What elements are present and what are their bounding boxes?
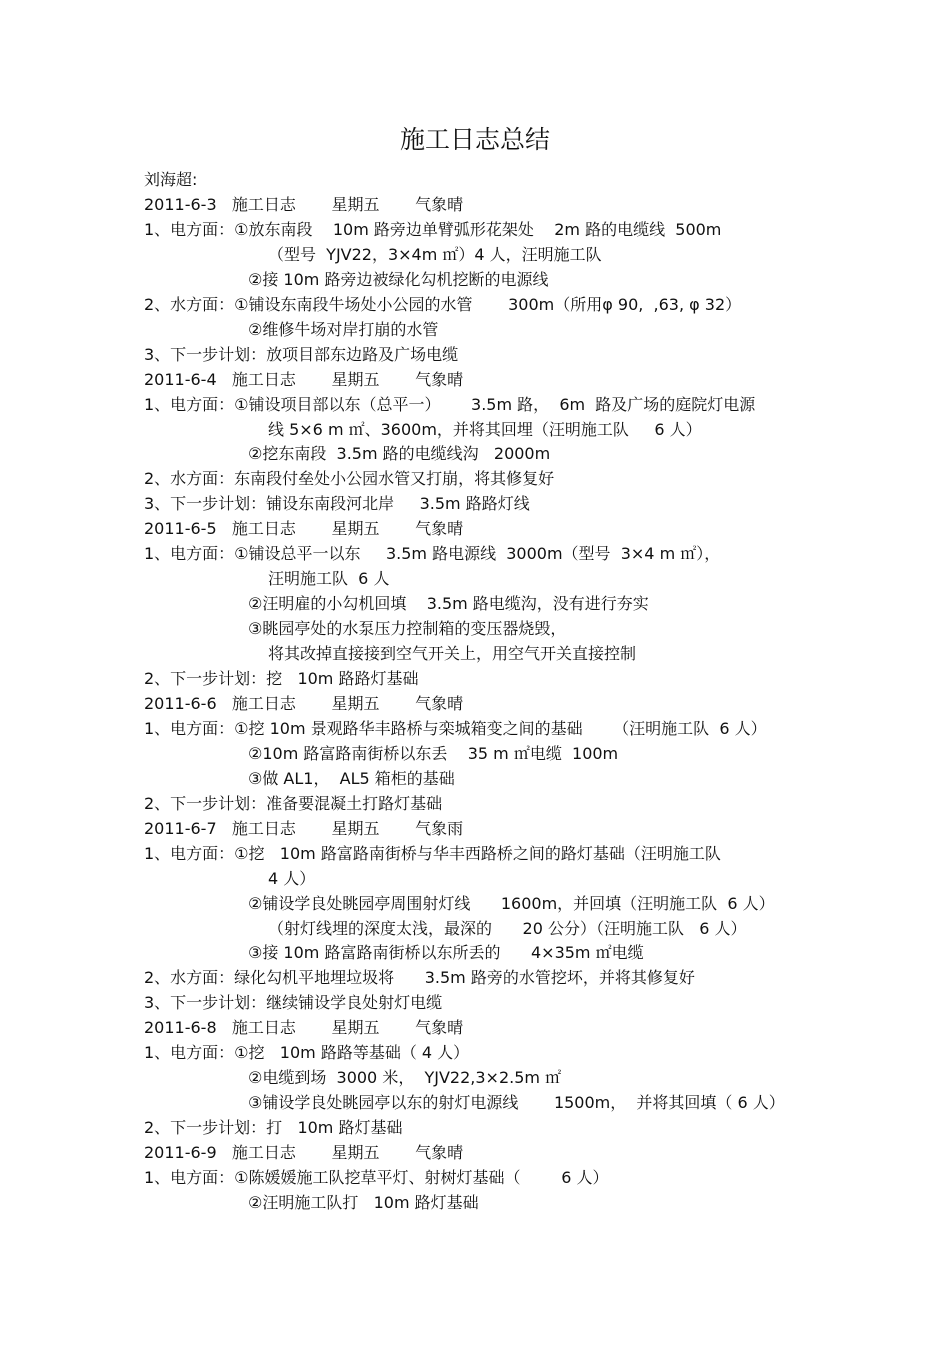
log-line: 2011-6-7 施工日志 星期五 气象雨 xyxy=(144,819,464,838)
log-line: ②挖东南段 3.5m 路的电缆线沟 2000m xyxy=(248,444,551,463)
log-line: ②维修牛场对岸打崩的水管 xyxy=(248,320,439,339)
log-line: ②铺设学良处眺园亭周围射灯线 1600m，并回填（汪明施工队 6 人） xyxy=(248,894,775,913)
log-line: 2011-6-9 施工日志 星期五 气象晴 xyxy=(144,1143,464,1162)
log-line: 1、电方面：①铺设总平一以东 3.5m 路电源线 3000m（型号 3×4 m ㎡）， xyxy=(144,544,721,563)
log-line: 1、电方面：①铺设项目部以东（总平一） 3.5m 路， 6m 路及广场的庭院灯电源 xyxy=(144,395,756,414)
log-line: ②10m 路富路南街桥以东丢 35 m ㎡电缆 100m xyxy=(248,744,619,763)
log-line: 1、电方面：①陈媛媛施工队挖草平灯、射树灯基础（ 6 人） xyxy=(144,1168,609,1187)
log-line: 2、水方面：绿化勾机平地埋垃圾将 3.5m 路旁的水管挖坏，并将其修复好 xyxy=(144,968,695,987)
log-line: 2011-6-8 施工日志 星期五 气象晴 xyxy=(144,1018,464,1037)
log-line: 4 人） xyxy=(268,869,316,888)
log-line: ②接 10m 路旁边被绿化勾机挖断的电源线 xyxy=(248,270,549,289)
log-line: ③铺设学良处眺园亭以东的射灯电源线 1500m， 并将其回填（ 6 人） xyxy=(248,1093,785,1112)
log-line: 汪明施工队 6 人 xyxy=(268,569,390,588)
log-line: 1、电方面：①挖 10m 路路等基础（ 4 人） xyxy=(144,1043,470,1062)
log-line: 2011-6-3 施工日志 星期五 气象晴 xyxy=(144,195,464,214)
log-line: 2、下一步计划：打 10m 路灯基础 xyxy=(144,1118,403,1137)
log-line: ③做 AL1， AL5 箱柜的基础 xyxy=(248,769,455,788)
log-line: ②汪明施工队打 10m 路灯基础 xyxy=(248,1193,479,1212)
log-line: 2、下一步计划：挖 10m 路路灯基础 xyxy=(144,669,419,688)
log-line: ③眺园亭处的水泵压力控制箱的变压器烧毁， xyxy=(248,619,567,638)
log-line: 线 5×6 m ㎡、3600m，并将其回埋（汪明施工队 6 人） xyxy=(268,420,702,439)
log-line: 3、下一步计划：放项目部东边路及广场电缆 xyxy=(144,345,459,364)
log-line: ②汪明雇的小勾机回填 3.5m 路电缆沟，没有进行夯实 xyxy=(248,594,649,613)
log-line: 刘海超: xyxy=(144,170,198,189)
log-line: （射灯线埋的深度太浅，最深的 20 公分）（汪明施工队 6 人） xyxy=(268,919,747,938)
log-line: 1、电方面：①挖 10m 景观路华丰路桥与栾城箱变之间的基础 （汪明施工队 6 人） xyxy=(144,719,767,738)
log-line: ③接 10m 路富路南街桥以东所丢的 4×35m ㎡电缆 xyxy=(248,943,644,962)
log-line: 3、下一步计划：铺设东南段河北岸 3.5m 路路灯线 xyxy=(144,494,530,513)
log-line: 3、下一步计划：继续铺设学良处射灯电缆 xyxy=(144,993,443,1012)
log-line: 2011-6-4 施工日志 星期五 气象晴 xyxy=(144,370,464,389)
log-line: 2、水方面：东南段付垒处小公园水管又打崩，将其修复好 xyxy=(144,469,555,488)
log-line: （型号 YJV22，3×4m ㎡）4 人，汪明施工队 xyxy=(268,245,602,264)
log-line: 1、电方面：①放东南段 10m 路旁边单臂弧形花架处 2m 路的电缆线 500m xyxy=(144,220,722,239)
document-title: 施工日志总结 xyxy=(399,125,550,154)
log-line: 将其改掉直接接到空气开关上，用空气开关直接控制 xyxy=(268,644,637,663)
log-line: 1、电方面：①挖 10m 路富路南街桥与华丰西路桥之间的路灯基础（汪明施工队 xyxy=(144,844,721,863)
log-line: 2、水方面：①铺设东南段牛场处小公园的水管 300m（所用φ 90, ,63, φ 32） xyxy=(144,295,742,314)
log-line: 2011-6-5 施工日志 星期五 气象晴 xyxy=(144,519,464,538)
log-line: 2、下一步计划：准备要混凝土打路灯基础 xyxy=(144,794,443,813)
log-line: 2011-6-6 施工日志 星期五 气象晴 xyxy=(144,694,464,713)
log-line: ②电缆到场 3000 米， YJV22,3×2.5m ㎡ xyxy=(248,1068,562,1087)
